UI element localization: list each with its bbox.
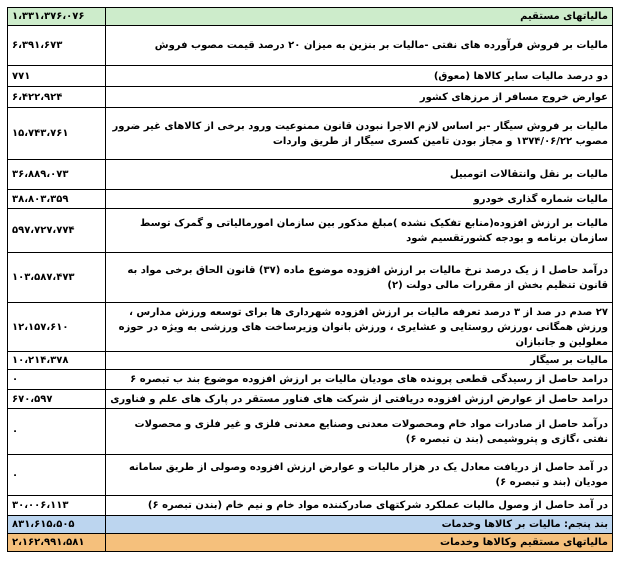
table-row (8, 160, 613, 190)
row-value: ۰ (8, 370, 106, 390)
row-description: در آمد حاصل از وصول مالیات عملکرد شرکتهای صادرکننده مواد خام و نیم خام (بندن تبصره ۶) (106, 496, 613, 516)
table-row (8, 409, 613, 455)
table-row (8, 455, 613, 496)
row-description: مالیات شماره گذاری خودرو (106, 190, 613, 209)
row-description: درامد حاصل از رسیدگی قطعی پرونده های مودیان مالیات بر ارزش افزوده موضوع بند ب تبصره ۶ (106, 370, 613, 390)
direct-tax-label: مالیاتهای مستقیم (106, 8, 613, 26)
row-value: ۳۰،۰۰۶،۱۱۳ (8, 496, 106, 516)
row-value: ۱۲،۱۵۷،۶۱۰ (8, 303, 106, 352)
row-description: مالیات بر نقل وانتقالات اتومبیل (106, 160, 613, 190)
row-value: ۰ (8, 455, 106, 496)
total-row (8, 534, 613, 552)
row-description: مالیات بر سیگار (106, 352, 613, 370)
row-description: مالیات بر فروش سیگار -بر اساس لازم الاجرا نبودن قانون ممنوعیت ورود برخی از کالاهای غیر ضرور مصوب ۱۳۷۴/۰۶/۲۲ و مجاز بودن تامین کسری سیگار از طریق واردات (106, 108, 613, 160)
subtotal-label: بند پنجم: مالیات بر کالاها وخدمات (106, 516, 613, 534)
row-description: درآمد حاصل ا ز یک درصد نرخ مالیات بر ارزش افزوده موضوع ماده (۳۷) قانون الحاق برخی مواد به قانون تنظیم بخش از مقررات مالی دولت (۲) (106, 253, 613, 303)
row-description: درآمد حاصل از صادرات مواد خام ومحصولات معدنی وصنایع معدنی فلزی و غیر فلزی و محصولات نفتی ،گازی و پتروشیمی (بند ن تبصره ۶) (106, 409, 613, 455)
row-description: ۲۷ صدم در صد از ۳ درصد تعرفه مالیات بر ارزش افزوده شهرداری ها برای توسعه ورزش مدارس ، ورزش همگانی ،ورزش روستایی و عشایری ، ورزش بانوان وزیرساخت های ورزشی به ویژه در حوزه معلولین و جانبازان (106, 303, 613, 352)
row-value: ۷۷۱ (8, 66, 106, 87)
table-row (8, 370, 613, 390)
row-value: ۱۰۳،۵۸۷،۴۷۳ (8, 253, 106, 303)
row-value: ۱۵،۷۴۳،۷۶۱ (8, 108, 106, 160)
tax-revenue-table (7, 7, 613, 552)
total-label: مالیاتهای مستقیم وکالاها وخدمات (106, 534, 613, 552)
row-description: درامد حاصل از عوارض ارزش افزوده دریافتی از شرکت های فناور مستقر در پارک های علم و فناوری (106, 390, 613, 409)
row-value: ۰ (8, 409, 106, 455)
row-description: عوارض خروج مسافر از مرزهای کشور (106, 87, 613, 108)
total-value: ۲،۱۶۲،۹۹۱،۵۸۱ (8, 534, 106, 552)
row-value: ۶،۳۹۱،۶۷۳ (8, 26, 106, 66)
row-description: مالیات بر فروش فرآورده های نفتی -مالیات بر بنزین به میزان ۲۰ درصد قیمت مصوب فروش (106, 26, 613, 66)
table-row (8, 26, 613, 66)
subtotal-row (8, 516, 613, 534)
row-description: مالیات بر ارزش افزوده(منابع تفکیک نشده )مبلغ مذکور بین سازمان امورمالیاتی و گمرک توسط سازمان برنامه و بودجه کشورتقسیم شود (106, 209, 613, 253)
row-value: ۳۸،۸۰۳،۳۵۹ (8, 190, 106, 209)
direct-tax-value: ۱،۳۳۱،۳۷۶،۰۷۶ (8, 8, 106, 26)
row-value: ۶،۴۲۲،۹۲۴ (8, 87, 106, 108)
table-row (8, 303, 613, 352)
table-row (8, 190, 613, 209)
row-value: ۳۶،۸۸۹،۰۷۳ (8, 160, 106, 190)
row-value: ۵۹۷،۷۲۷،۷۷۴ (8, 209, 106, 253)
row-description: در آمد حاصل از دریافت معادل یک در هزار مالیات و عوارض ارزش افزوده وصولی از طریق سامانه مودیان (بند و تبصره ۶) (106, 455, 613, 496)
table-row (8, 108, 613, 160)
table-row (8, 496, 613, 516)
row-description: دو درصد مالیات سایر کالاها (معوق) (106, 66, 613, 87)
direct-tax-header-row (8, 8, 613, 26)
row-value: ۶۷۰،۵۹۷ (8, 390, 106, 409)
table-row (8, 209, 613, 253)
row-value: ۱۰،۲۱۴،۳۷۸ (8, 352, 106, 370)
table-row (8, 87, 613, 108)
subtotal-value: ۸۳۱،۶۱۵،۵۰۵ (8, 516, 106, 534)
table-row (8, 66, 613, 87)
table-row (8, 253, 613, 303)
table-row (8, 352, 613, 370)
table-row (8, 390, 613, 409)
